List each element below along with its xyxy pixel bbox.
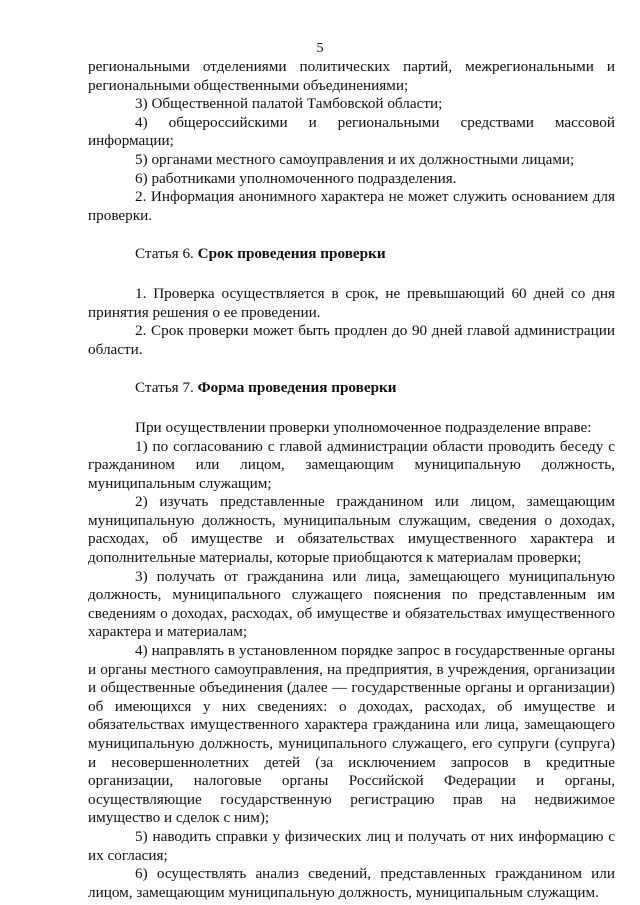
article-number: Статья 7.	[135, 379, 198, 397]
article-heading	[88, 379, 615, 398]
list-item: 4) направлять в установленном порядке запрос в государственные органы и органы местного самоуправления, на предприятия, в учреждения, организации и общественные объединения (далее — государственные органы и организации) об имеющихся у них сведениях: о доходах, расходах, об имуществе и обязательствах имущественного характера гражданина или лица, замещающего муниципальную должность, муниципального служащего, его супруги (супруга) и несовершеннолетних детей (за исключением запросов в кредитные организации, налоговые органы Российской Федерации и органы, осуществляющие государственную регистрацию прав на недвижимое имущество и сделок с ним);	[88, 642, 615, 827]
list-item: 4) общероссийскими и региональными средствами массовой информации;	[88, 113, 615, 150]
list-item: 6) осуществлять анализ сведений, представленных гражданином или лицом, замещающим муниципальную должность, муниципальным служащим.	[88, 865, 615, 901]
document-body	[88, 58, 615, 902]
paragraph: 2. Срок проверки может быть продлен до 90 дней главой администрации области.	[88, 322, 615, 358]
list-item: 6) работниками уполномоченного подразделения.	[135, 169, 457, 187]
paragraph: 2. Информация анонимного характера не может служить основанием для проверки.	[88, 188, 615, 224]
list-item: 5) наводить справки у физических лиц и получать от них информацию с их согласия;	[88, 827, 615, 864]
article-heading	[88, 245, 615, 264]
paragraph: региональными отделениями политических партий, межрегиональными и региональными общественными объединениями;	[88, 58, 615, 94]
article-title: Срок проведения проверки	[197, 245, 386, 263]
list-item: 2) изучать представленные гражданином или лицом, замещающим муниципальную должность, муниципальным служащим, сведения о доходах, расходах, об имуществе и обязательствах имущественного характера и дополнительные материалы, которые приобщаются к материалам проверки;	[88, 493, 615, 567]
list-item: 5) органами местного самоуправления и их должностными лицами;	[135, 150, 575, 168]
list-item: 3) получать от гражданина или лица, замещающего муниципальную должность, муниципального служащего пояснения по представленным им сведениям о доходах, расходах, об имуществе и обязательствах имущественного характера и материалам;	[88, 567, 615, 641]
article-title: Форма проведения проверки	[197, 379, 397, 397]
page-number: 5	[316, 41, 324, 56]
list-item: 3) Общественной палатой Тамбовской области;	[135, 95, 443, 113]
article-number: Статья 6.	[135, 245, 198, 263]
paragraph: 1. Проверка осуществляется в срок, не превышающий 60 дней со дня принятия решения о ее проведении.	[88, 284, 615, 321]
paragraph: При осуществлении проверки уполномоченное подразделение вправе:	[135, 418, 592, 436]
list-item: 1) по согласованию с главой администрации области проводить беседу с гражданином или лицом, замещающим муниципальную должность, муниципальным служащим;	[88, 437, 615, 492]
